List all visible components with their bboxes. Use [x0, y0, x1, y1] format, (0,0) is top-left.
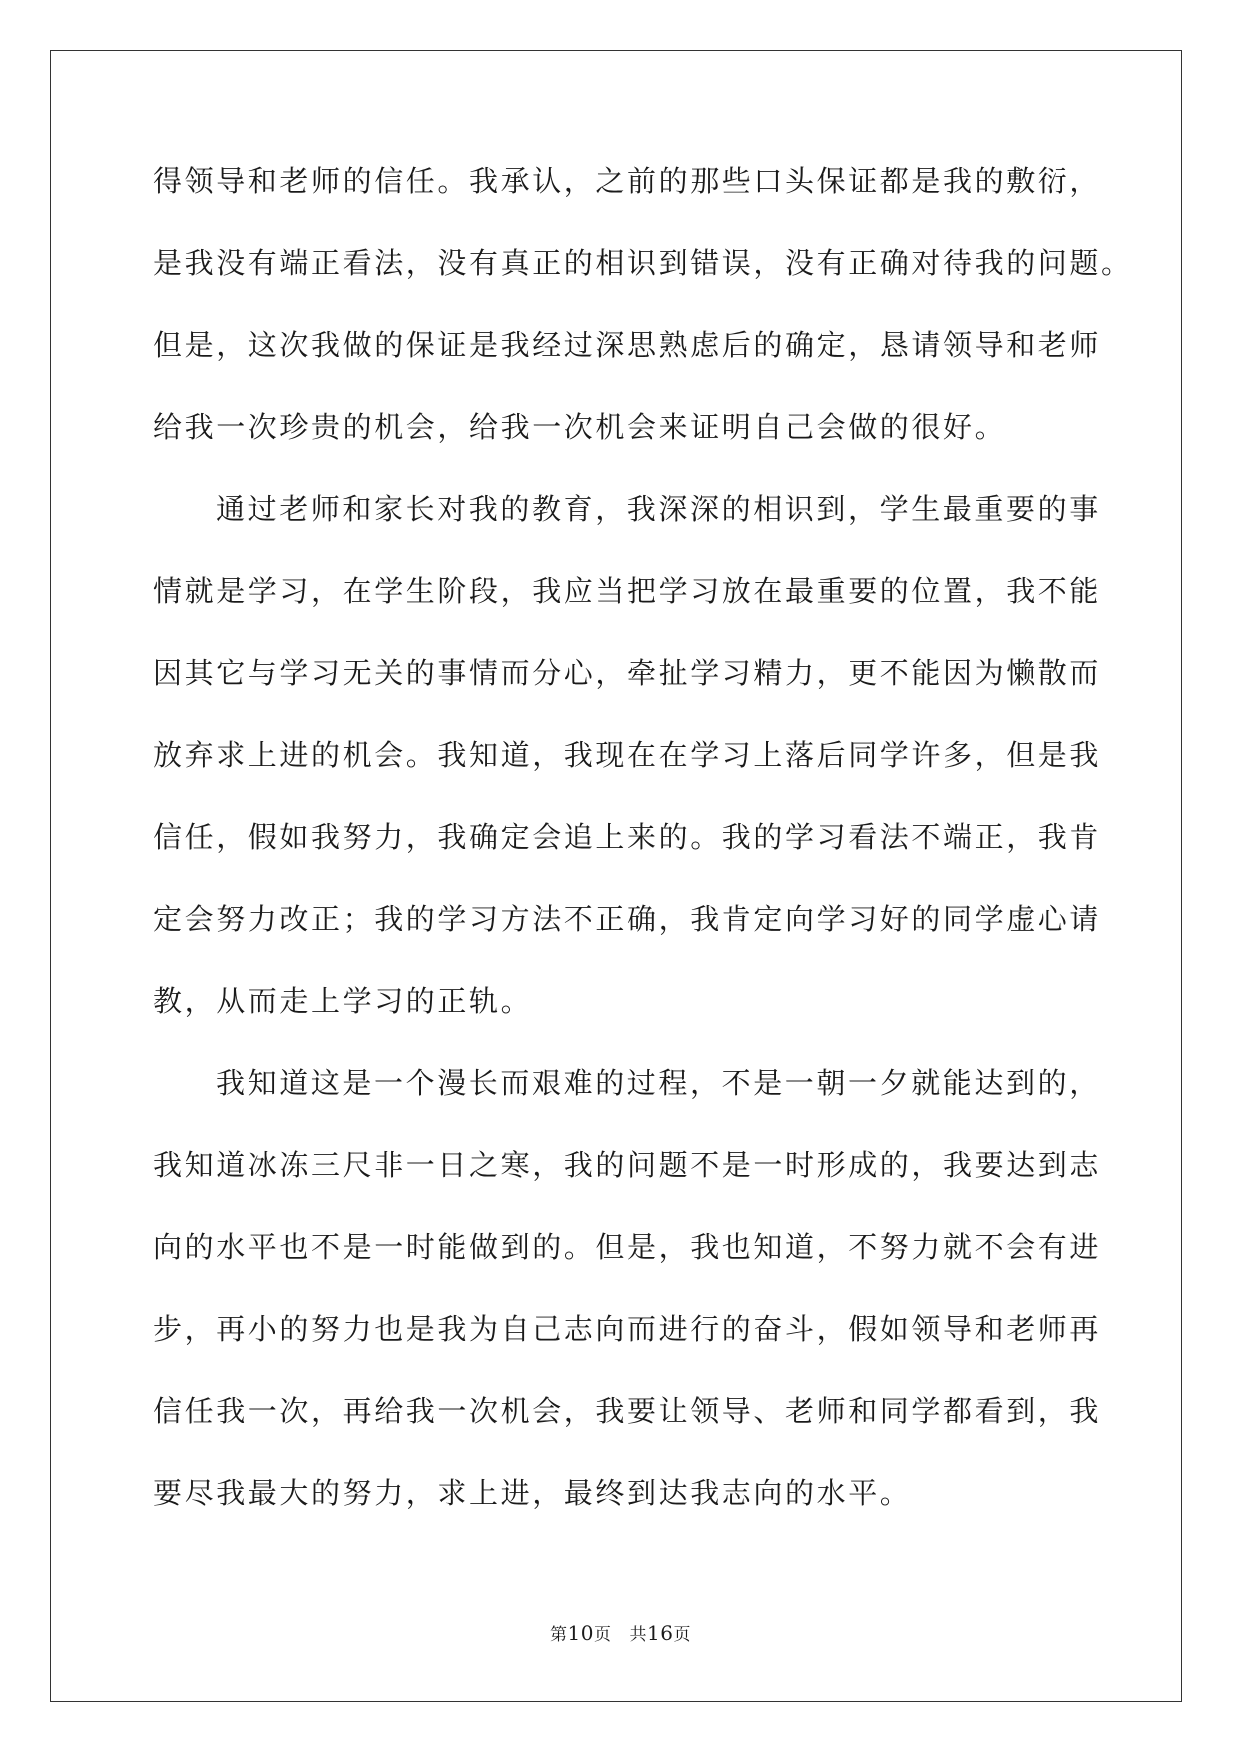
total-prefix: 共 [629, 1625, 647, 1645]
text-line: 要尽我最大的努力，求上进，最终到达我志向的水平。 [153, 1476, 912, 1510]
total-pages-number: 16 [647, 1621, 674, 1645]
text-line: 给我一次珍贵的机会，给我一次机会来证明自己会做的很好。 [153, 410, 1007, 444]
text-line: 定会努力改正；我的学习方法不正确，我肯定向学习好的同学虚心请 [153, 902, 1102, 936]
text-line: 我知道冰冻三尺非一日之寒，我的问题不是一时形成的，我要达到志 [153, 1148, 1102, 1182]
text-line: 通过老师和家长对我的教育，我深深的相识到，学生最重要的事 [216, 492, 1101, 526]
text-line: 我知道这是一个漫长而艰难的过程，不是一朝一夕就能达到的， [216, 1066, 1101, 1100]
text-line: 得领导和老师的信任。我承认，之前的那些口头保证都是我的敷衍， [153, 164, 1102, 198]
current-page-number: 10 [567, 1621, 594, 1645]
text-line: 信任，假如我努力，我确定会追上来的。我的学习看法不端正，我肯 [153, 820, 1102, 854]
text-line: 步，再小的努力也是我为自己志向而进行的奋斗，假如领导和老师再 [153, 1312, 1102, 1346]
text-line: 放弃求上进的机会。我知道，我现在在学习上落后同学许多，但是我 [153, 738, 1102, 772]
text-line: 但是，这次我做的保证是我经过深思熟虑后的确定，恳请领导和老师 [153, 328, 1102, 362]
page-suffix: 页 [594, 1625, 612, 1645]
text-line: 教，从而走上学习的正轨。 [153, 984, 533, 1018]
text-line: 信任我一次，再给我一次机会，我要让领导、老师和同学都看到，我 [153, 1394, 1102, 1428]
text-line: 是我没有端正看法，没有真正的相识到错误，没有正确对待我的问题。 [153, 246, 1133, 280]
page-footer [0, 1620, 1241, 1645]
text-line: 情就是学习，在学生阶段，我应当把学习放在最重要的位置，我不能 [153, 574, 1102, 608]
page-prefix: 第 [550, 1625, 568, 1645]
document-body [153, 154, 1133, 1548]
text-line: 因其它与学习无关的事情而分心，牵扯学习精力，更不能因为懒散而 [153, 656, 1102, 690]
text-line: 向的水平也不是一时能做到的。但是，我也知道，不努力就不会有进 [153, 1230, 1102, 1264]
total-suffix: 页 [673, 1625, 691, 1645]
